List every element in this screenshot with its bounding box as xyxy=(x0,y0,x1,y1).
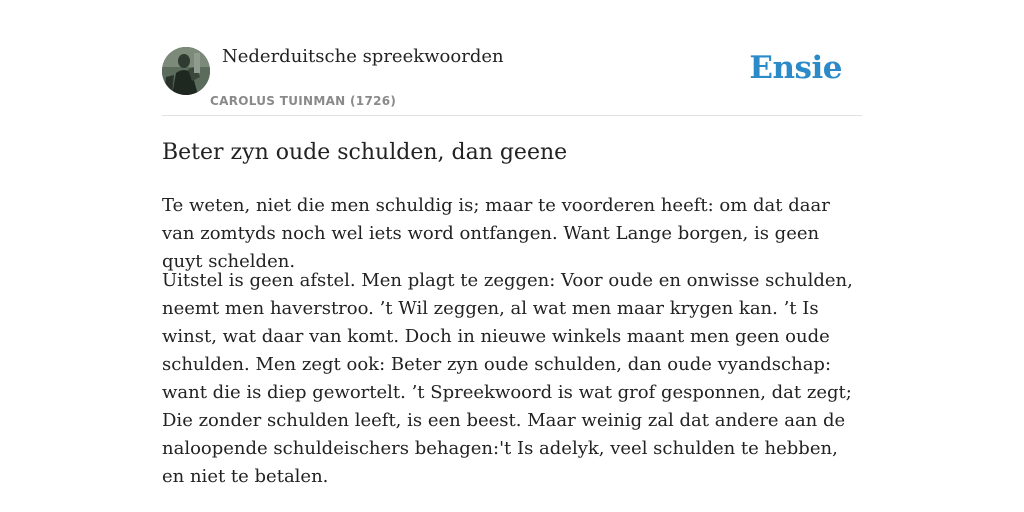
page-container xyxy=(162,0,862,487)
page-header xyxy=(162,0,862,116)
site-logo[interactable]: Ensie xyxy=(749,50,842,86)
body-paragraph: Te weten, niet die men schuldig is; maar te voorderen heeft: om dat daar van zomtyds noch wel iets word ontfangen. Want Lange borgen, is geen quyt schelden. xyxy=(162,195,830,272)
author-name[interactable]: CAROLUS TUINMAN (1726) xyxy=(210,94,397,108)
page-title: Beter zyn oude schulden, dan geene xyxy=(162,140,568,165)
body-paragraph: Uitstel is geen afstel. Men plagt te zeggen: Voor oude en onwisse schulden, neemt men haverstroo. ’t Wil zeggen, al wat men maar krygen kan. ’t Is winst, wat daar van komt. Doch in nieuwe winkels maant men geen oude schulden. Men zegt ook: Beter zyn oude schulden, dan oude vyandschap: want die is diep gewortelt. ’t Spreekwoord is wat grof gesponnen, dat zegt; Die zonder schulden leeft, is een beest. Maar weinig zal dat andere aan de naloopende schuldeischers behagen:'t Is adelyk, veel schulden te hebben, en niet te betalen. xyxy=(162,270,853,487)
author-portrait-icon[interactable] xyxy=(162,47,210,95)
collection-title[interactable]: Nederduitsche spreekwoorden xyxy=(222,46,504,67)
